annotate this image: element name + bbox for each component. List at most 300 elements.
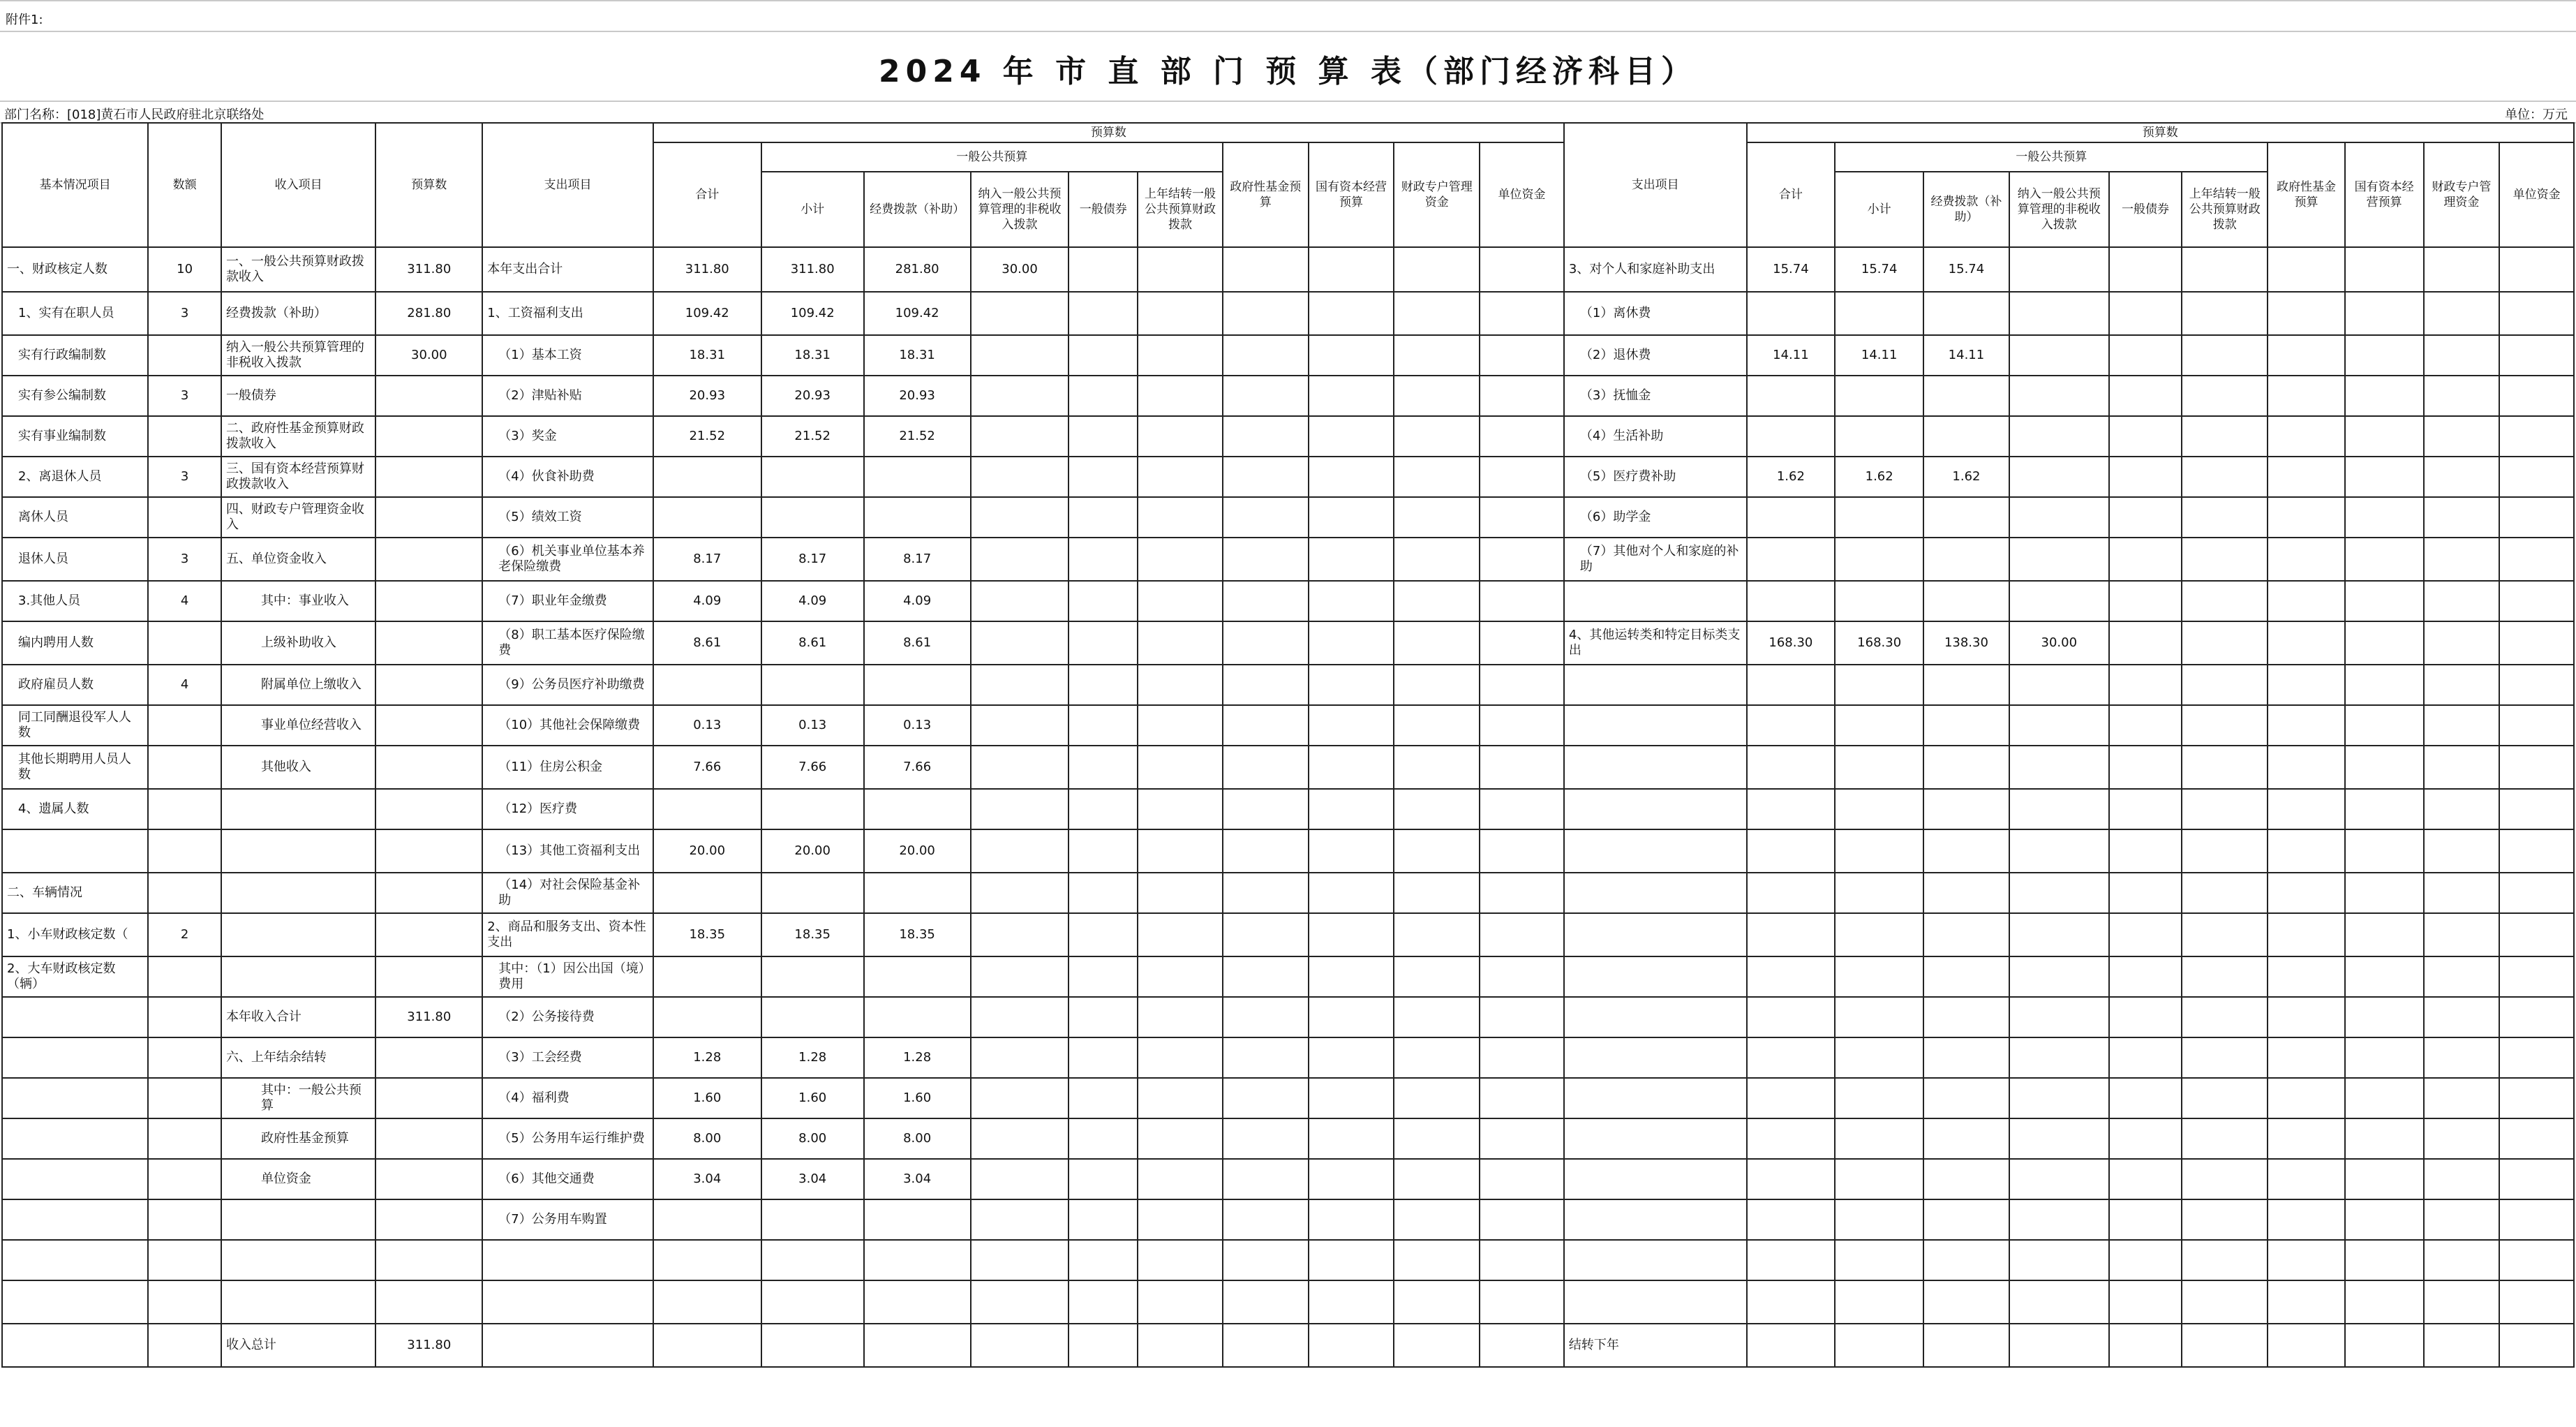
table-cell-text	[1564, 1199, 1747, 1240]
table-cell-empty	[1480, 292, 1564, 335]
table-cell-empty	[1309, 376, 1394, 416]
table-cell-empty	[2109, 497, 2182, 538]
department-name: 部门名称：[018]黄石市人民政府驻北京联络处	[4, 108, 265, 122]
table-cell-number	[375, 1078, 482, 1118]
table-cell-number	[1835, 292, 1923, 335]
table-cell-text: 1、工资福利支出	[482, 292, 653, 335]
table-cell-number	[1835, 913, 1923, 956]
table-cell-empty	[2499, 416, 2574, 457]
table-cell-empty	[2268, 247, 2345, 292]
table-cell-number	[2009, 705, 2109, 746]
table-cell-number	[971, 292, 1069, 335]
table-cell-empty	[2109, 913, 2182, 956]
table-cell-text	[2, 1199, 148, 1240]
table-cell-empty	[2182, 621, 2268, 665]
table-cell-text: 其他长期聘用人员人数	[2, 746, 148, 789]
table-cell-number	[653, 997, 761, 1037]
table-cell-number	[761, 1324, 864, 1367]
table-cell-empty	[2109, 789, 2182, 829]
table-cell-empty	[2424, 1280, 2500, 1324]
table-cell-empty	[1223, 1240, 1309, 1280]
table-cell-empty	[1069, 705, 1138, 746]
table-cell-empty	[1069, 746, 1138, 789]
table-cell-text	[221, 873, 375, 913]
table-cell-number	[375, 581, 482, 621]
table-cell-number	[864, 1199, 971, 1240]
table-cell-empty	[2182, 1078, 2268, 1118]
table-cell-number: 8.17	[761, 538, 864, 581]
table-cell-empty	[1138, 1240, 1223, 1280]
table-cell-empty	[2345, 665, 2424, 705]
table-cell-number	[148, 873, 221, 913]
table-cell-empty	[1394, 1078, 1480, 1118]
table-cell-empty	[1394, 538, 1480, 581]
table-cell-empty	[2268, 538, 2345, 581]
table-cell-empty	[1309, 956, 1394, 997]
table-cell-empty	[2109, 416, 2182, 457]
table-cell-empty	[2268, 997, 2345, 1037]
table-cell-text	[2, 1324, 148, 1367]
table-cell-empty	[2182, 581, 2268, 621]
table-cell-number	[864, 789, 971, 829]
table-cell-text	[482, 1280, 653, 1324]
table-cell-empty	[2345, 538, 2424, 581]
table-cell-empty	[2424, 665, 2500, 705]
table-cell-text	[1564, 913, 1747, 956]
table-cell-text: （4）伙食补助费	[482, 457, 653, 497]
table-cell-empty	[1480, 1324, 1564, 1367]
col-carryover: 上年结转一般公共预算财政拨款	[1138, 172, 1223, 247]
table-cell-empty	[1480, 1037, 1564, 1078]
table-cell-number: 3	[148, 292, 221, 335]
table-cell-number	[148, 1199, 221, 1240]
table-cell-empty	[1138, 538, 1223, 581]
table-cell-number: 8.17	[653, 538, 761, 581]
table-cell-number	[1835, 1240, 1923, 1280]
table-cell-empty	[2499, 873, 2574, 913]
table-cell-text: 2、大车财政核定数（辆）	[2, 956, 148, 997]
table-cell-number	[375, 621, 482, 665]
table-cell-empty	[1480, 538, 1564, 581]
table-cell-number	[864, 665, 971, 705]
col-unit-fund: 单位资金	[1480, 142, 1564, 247]
table-cell-empty	[2109, 829, 2182, 873]
table-cell-empty	[2182, 457, 2268, 497]
table-cell-empty	[1309, 829, 1394, 873]
table-cell-text: （2）公务接待费	[482, 997, 653, 1037]
table-cell-number: 1.62	[1923, 457, 2009, 497]
table-cell-number	[2009, 1240, 2109, 1280]
table-cell-empty	[2182, 913, 2268, 956]
table-cell-empty	[2182, 705, 2268, 746]
table-cell-empty	[1309, 746, 1394, 789]
table-cell-empty	[2424, 247, 2500, 292]
table-cell-number: 3	[148, 376, 221, 416]
table-cell-empty	[1480, 1199, 1564, 1240]
table-cell-empty	[2268, 335, 2345, 376]
table-cell-empty	[1480, 457, 1564, 497]
table-cell-text: （6）机关事业单位基本养老保险缴费	[482, 538, 653, 581]
table-cell-text: 编内聘用人数	[2, 621, 148, 665]
table-cell-empty	[2499, 829, 2574, 873]
table-cell-text	[482, 1324, 653, 1367]
grid-line	[0, 101, 2576, 102]
table-cell-empty	[1223, 416, 1309, 457]
table-cell-text: （11）住房公积金	[482, 746, 653, 789]
table-cell-empty	[2182, 746, 2268, 789]
table-cell-empty	[1309, 1037, 1394, 1078]
table-cell-number	[1923, 581, 2009, 621]
table-cell-text: （7）职业年金缴费	[482, 581, 653, 621]
table-cell-text: 离休人员	[2, 497, 148, 538]
table-cell-text	[2, 1078, 148, 1118]
table-cell-number	[1747, 1324, 1836, 1367]
table-cell-number: 15.74	[1835, 247, 1923, 292]
table-cell-number: 8.61	[864, 621, 971, 665]
table-cell-text: 2、商品和服务支出、资本性支出	[482, 913, 653, 956]
table-cell-text: （1）基本工资	[482, 335, 653, 376]
table-cell-text: 经费拨款（补助）	[221, 292, 375, 335]
table-cell-number	[2009, 1037, 2109, 1078]
col-total: 合计	[653, 142, 761, 247]
table-cell-number	[971, 1324, 1069, 1367]
table-cell-number	[2009, 457, 2109, 497]
table-cell-text	[221, 913, 375, 956]
table-cell-number	[148, 829, 221, 873]
table-cell-empty	[1223, 997, 1309, 1037]
table-cell-number	[2009, 789, 2109, 829]
table-cell-text	[221, 829, 375, 873]
table-cell-empty	[1394, 1199, 1480, 1240]
table-cell-text: 事业单位经营收入	[221, 705, 375, 746]
table-cell-empty	[1223, 705, 1309, 746]
table-cell-number	[148, 1037, 221, 1078]
table-cell-number	[761, 457, 864, 497]
table-cell-number: 4	[148, 581, 221, 621]
table-cell-number	[1747, 497, 1836, 538]
table-cell-empty	[2499, 376, 2574, 416]
table-row	[2, 1280, 2574, 1324]
table-cell-text: （13）其他工资福利支出	[482, 829, 653, 873]
table-cell-number: 20.93	[864, 376, 971, 416]
table-cell-text	[1564, 1118, 1747, 1159]
table-cell-number	[971, 581, 1069, 621]
table-cell-empty	[2268, 457, 2345, 497]
table-cell-empty	[2268, 829, 2345, 873]
table-cell-number	[1747, 956, 1836, 997]
table-cell-empty	[1394, 997, 1480, 1037]
table-cell-text: 四、财政专户管理资金收入	[221, 497, 375, 538]
table-cell-number	[971, 873, 1069, 913]
table-cell-empty	[2345, 1078, 2424, 1118]
table-cell-number	[971, 1199, 1069, 1240]
table-cell-text	[2, 829, 148, 873]
table-cell-empty	[1309, 335, 1394, 376]
table-cell-number	[375, 1280, 482, 1324]
table-cell-number: 8.61	[761, 621, 864, 665]
table-cell-empty	[2109, 956, 2182, 997]
table-cell-empty	[1480, 1280, 1564, 1324]
table-cell-number: 20.00	[864, 829, 971, 873]
table-cell-number	[1923, 1118, 2009, 1159]
table-cell-empty	[2109, 1199, 2182, 1240]
table-row	[2, 621, 2574, 665]
table-cell-number	[1835, 497, 1923, 538]
table-row	[2, 416, 2574, 457]
table-cell-number	[1747, 789, 1836, 829]
col-special-fund: 财政专户管理资金	[1394, 142, 1480, 247]
table-cell-empty	[1309, 1118, 1394, 1159]
table-cell-empty	[2268, 497, 2345, 538]
table-cell-number: 30.00	[971, 247, 1069, 292]
table-cell-number	[1923, 829, 2009, 873]
table-cell-number: 311.80	[653, 247, 761, 292]
table-cell-empty	[2424, 873, 2500, 913]
col-carryover-2: 上年结转一般公共预算财政拨款	[2182, 172, 2268, 247]
table-cell-number	[1923, 1280, 2009, 1324]
table-cell-empty	[1138, 1118, 1223, 1159]
table-cell-empty	[2268, 1280, 2345, 1324]
table-cell-empty	[2499, 789, 2574, 829]
table-cell-number: 311.80	[375, 247, 482, 292]
col-funding: 经费拨款（补助）	[864, 172, 971, 247]
table-cell-number	[2009, 292, 2109, 335]
table-cell-empty	[1138, 1199, 1223, 1240]
table-cell-empty	[2345, 335, 2424, 376]
table-cell-empty	[2499, 335, 2574, 376]
table-cell-number	[971, 1118, 1069, 1159]
table-cell-number	[1835, 956, 1923, 997]
table-cell-text: （3）工会经费	[482, 1037, 653, 1078]
table-cell-number	[375, 705, 482, 746]
table-cell-number	[2009, 829, 2109, 873]
page-title: 2024 年 市 直 部 门 预 算 表（部门经济科目）	[878, 54, 1697, 89]
table-cell-empty	[2268, 956, 2345, 997]
table-cell-text	[221, 956, 375, 997]
table-cell-text: （6）助学金	[1564, 497, 1747, 538]
table-cell-empty	[2424, 292, 2500, 335]
table-cell-text: （5）公务用车运行维护费	[482, 1118, 653, 1159]
table-cell-number: 18.35	[653, 913, 761, 956]
table-cell-empty	[1069, 247, 1138, 292]
table-row	[2, 1159, 2574, 1199]
table-cell-empty	[2345, 416, 2424, 457]
table-cell-empty	[1138, 1280, 1223, 1324]
table-cell-empty	[1480, 829, 1564, 873]
table-cell-number	[971, 829, 1069, 873]
table-cell-text	[2, 1159, 148, 1199]
table-cell-empty	[2424, 1159, 2500, 1199]
table-cell-empty	[2499, 1280, 2574, 1324]
table-cell-number	[971, 621, 1069, 665]
table-cell-empty	[1480, 621, 1564, 665]
table-cell-number	[1747, 1199, 1836, 1240]
table-cell-number	[1747, 376, 1836, 416]
table-cell-empty	[2345, 829, 2424, 873]
table-cell-number	[1747, 1078, 1836, 1118]
table-cell-empty	[1394, 956, 1480, 997]
table-cell-empty	[2345, 956, 2424, 997]
table-cell-empty	[2109, 1118, 2182, 1159]
table-cell-empty	[1223, 956, 1309, 997]
table-cell-number: 15.74	[1747, 247, 1836, 292]
col-unit-fund-2: 单位资金	[2499, 142, 2574, 247]
table-cell-number	[1835, 416, 1923, 457]
table-cell-empty	[2499, 956, 2574, 997]
table-cell-empty	[2499, 621, 2574, 665]
table-cell-empty	[2268, 1118, 2345, 1159]
table-cell-empty	[1480, 1118, 1564, 1159]
table-cell-empty	[1138, 789, 1223, 829]
table-cell-number: 4.09	[761, 581, 864, 621]
table-cell-text: （2）津贴补贴	[482, 376, 653, 416]
col-bond: 一般债券	[1069, 172, 1138, 247]
table-cell-empty	[1223, 538, 1309, 581]
table-cell-number	[375, 497, 482, 538]
table-cell-empty	[2424, 538, 2500, 581]
table-cell-number	[971, 538, 1069, 581]
table-cell-text	[1564, 873, 1747, 913]
table-cell-empty	[1394, 457, 1480, 497]
table-cell-number	[375, 956, 482, 997]
table-cell-empty	[1480, 789, 1564, 829]
table-cell-empty	[1480, 1078, 1564, 1118]
table-cell-number	[2009, 581, 2109, 621]
table-cell-number	[1923, 1240, 2009, 1280]
table-cell-number	[2009, 1324, 2109, 1367]
table-cell-empty	[1138, 497, 1223, 538]
table-cell-empty	[1069, 1159, 1138, 1199]
table-cell-number: 109.42	[864, 292, 971, 335]
table-cell-number	[2009, 376, 2109, 416]
table-cell-number: 7.66	[653, 746, 761, 789]
table-cell-number	[375, 538, 482, 581]
col-general-budget-2: 一般公共预算	[1835, 142, 2268, 172]
table-cell-number	[761, 1240, 864, 1280]
table-cell-empty	[2424, 497, 2500, 538]
col-bond-2: 一般债券	[2109, 172, 2182, 247]
table-cell-empty	[1069, 1037, 1138, 1078]
table-cell-number	[375, 1240, 482, 1280]
table-cell-empty	[1223, 621, 1309, 665]
table-row	[2, 497, 2574, 538]
table-cell-empty	[2499, 997, 2574, 1037]
table-cell-number	[1747, 538, 1836, 581]
table-cell-empty	[1223, 873, 1309, 913]
table-cell-text: 其中：事业收入	[221, 581, 375, 621]
table-cell-empty	[1069, 581, 1138, 621]
table-cell-empty	[1223, 1199, 1309, 1240]
table-cell-empty	[2424, 789, 2500, 829]
table-cell-text: （7）公务用车购置	[482, 1199, 653, 1240]
table-cell-number: 1.28	[761, 1037, 864, 1078]
table-cell-empty	[2182, 247, 2268, 292]
table-cell-number: 15.74	[1923, 247, 2009, 292]
table-cell-number: 21.52	[864, 416, 971, 457]
table-cell-empty	[2345, 746, 2424, 789]
table-cell-empty	[2424, 913, 2500, 956]
table-cell-empty	[2345, 1159, 2424, 1199]
table-cell-number	[2009, 1159, 2109, 1199]
table-row	[2, 1199, 2574, 1240]
table-cell-empty	[1394, 913, 1480, 956]
col-total-2: 合计	[1747, 142, 1836, 247]
table-cell-number	[971, 913, 1069, 956]
table-row	[2, 292, 2574, 335]
table-cell-empty	[2345, 292, 2424, 335]
table-cell-text: 实有事业编制数	[2, 416, 148, 457]
table-cell-number	[1835, 1199, 1923, 1240]
table-cell-number	[1923, 1037, 2009, 1078]
table-cell-empty	[2109, 376, 2182, 416]
table-row	[2, 913, 2574, 956]
table-cell-empty	[1223, 1078, 1309, 1118]
table-cell-empty	[2268, 292, 2345, 335]
table-cell-number	[1747, 416, 1836, 457]
col-gov-fund: 政府性基金预算	[1223, 142, 1309, 247]
table-cell-number: 18.31	[761, 335, 864, 376]
table-cell-empty	[1069, 997, 1138, 1037]
table-cell-empty	[2268, 913, 2345, 956]
table-cell-empty	[1069, 1078, 1138, 1118]
table-row	[2, 335, 2574, 376]
table-cell-number	[1835, 581, 1923, 621]
table-cell-number	[148, 335, 221, 376]
table-cell-empty	[2424, 457, 2500, 497]
table-cell-empty	[1480, 665, 1564, 705]
table-cell-number	[864, 457, 971, 497]
table-cell-text: 一、财政核定人数	[2, 247, 148, 292]
table-cell-number: 8.00	[653, 1118, 761, 1159]
table-cell-empty	[2424, 1078, 2500, 1118]
table-cell-empty	[2345, 581, 2424, 621]
table-cell-empty	[2182, 1037, 2268, 1078]
table-cell-empty	[2109, 705, 2182, 746]
table-cell-empty	[1309, 789, 1394, 829]
table-cell-empty	[1223, 335, 1309, 376]
table-cell-number	[1747, 1159, 1836, 1199]
table-cell-number: 30.00	[375, 335, 482, 376]
table-cell-empty	[2109, 335, 2182, 376]
table-cell-empty	[2182, 829, 2268, 873]
table-cell-text	[1564, 1280, 1747, 1324]
table-cell-empty	[2424, 335, 2500, 376]
table-cell-empty	[1394, 705, 1480, 746]
table-cell-number	[1923, 705, 2009, 746]
table-cell-empty	[1394, 873, 1480, 913]
table-cell-number	[375, 873, 482, 913]
table-cell-empty	[1309, 1159, 1394, 1199]
table-cell-number	[148, 1078, 221, 1118]
table-cell-number: 14.11	[1747, 335, 1836, 376]
table-cell-empty	[1138, 1159, 1223, 1199]
table-cell-number: 8.00	[864, 1118, 971, 1159]
table-row	[2, 457, 2574, 497]
table-cell-empty	[1480, 997, 1564, 1037]
table-cell-number: 20.00	[653, 829, 761, 873]
table-cell-empty	[1223, 292, 1309, 335]
table-cell-text	[221, 789, 375, 829]
table-cell-text: （14）对社会保险基金补助	[482, 873, 653, 913]
table-cell-number	[971, 1280, 1069, 1324]
table-cell-empty	[1480, 705, 1564, 746]
table-cell-text: 同工同酬退役军人人数	[2, 705, 148, 746]
table-cell-text	[2, 1037, 148, 1078]
table-cell-number	[375, 1199, 482, 1240]
table-cell-empty	[2345, 913, 2424, 956]
table-cell-number	[375, 746, 482, 789]
table-cell-number	[1923, 913, 2009, 956]
